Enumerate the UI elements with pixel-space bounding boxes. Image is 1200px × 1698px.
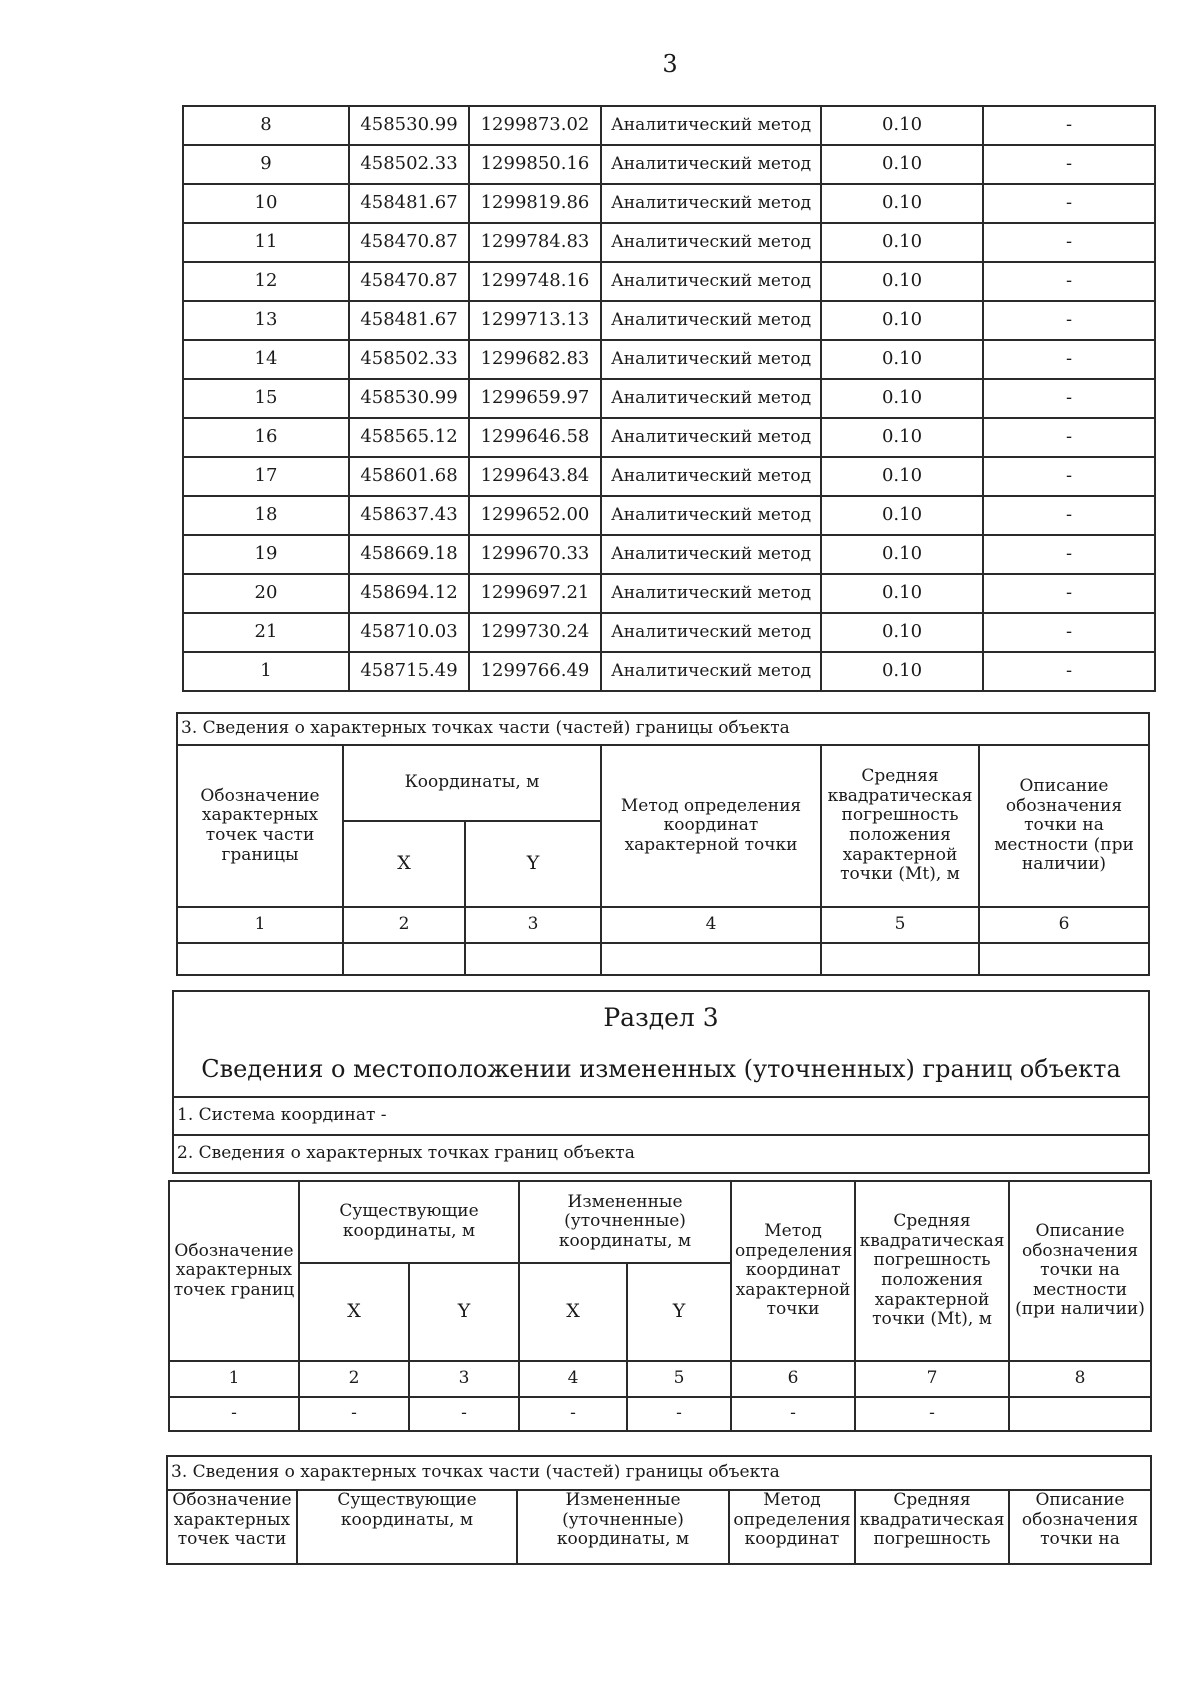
header-description: Описание обозначения точки на местности (при наличии) [979, 745, 1149, 907]
description-cell: - [983, 457, 1155, 496]
column-numbers-row [177, 907, 1149, 943]
header-y: Y [465, 821, 601, 907]
header-designation: Обозначение характерных точек части границы [177, 745, 343, 907]
section3-header [172, 990, 1150, 1174]
dash-cell: - [299, 1397, 409, 1431]
coord-x-cell: 458470.87 [349, 223, 469, 262]
description-cell: - [983, 379, 1155, 418]
point-number-cell: 8 [183, 106, 349, 145]
coord-y-cell: 1299713.13 [469, 301, 601, 340]
description-cell: - [983, 145, 1155, 184]
header-error: Средняя квадратическая погрешность [855, 1490, 1009, 1564]
coord-y-cell: 1299682.83 [469, 340, 601, 379]
dash-cell: - [169, 1397, 299, 1431]
part-section-caption: 3. Сведения о характерных точках части (частей) границы объекта [177, 713, 1149, 745]
table-row [183, 574, 1155, 613]
column-number-cell: 2 [299, 1361, 409, 1397]
column-number-cell: 5 [627, 1361, 731, 1397]
point-number-cell: 19 [183, 535, 349, 574]
column-number-cell: 1 [169, 1361, 299, 1397]
method-cell: Аналитический метод [601, 379, 821, 418]
error-cell: 0.10 [821, 106, 983, 145]
header-existing-coords: Существующие координаты, м [297, 1490, 517, 1564]
method-cell: Аналитический метод [601, 340, 821, 379]
description-cell: - [983, 652, 1155, 691]
point-number-cell: 1 [183, 652, 349, 691]
empty-cell [177, 943, 343, 975]
coordinates-table-body [183, 106, 1155, 691]
empty-cell [821, 943, 979, 975]
method-cell: Аналитический метод [601, 223, 821, 262]
changed-boundaries-table [168, 1180, 1152, 1432]
error-cell: 0.10 [821, 145, 983, 184]
point-number-cell: 10 [183, 184, 349, 223]
column-numbers-row [169, 1361, 1151, 1397]
method-cell: Аналитический метод [601, 613, 821, 652]
section-subtitle: Сведения о местоположении измененных (уточненных) границ объекта [173, 1044, 1149, 1097]
dash-cell: - [627, 1397, 731, 1431]
table-row [183, 106, 1155, 145]
point-number-cell: 16 [183, 418, 349, 457]
coord-x-cell: 458715.49 [349, 652, 469, 691]
column-number-cell: 3 [409, 1361, 519, 1397]
error-cell: 0.10 [821, 262, 983, 301]
column-number-cell: 6 [979, 907, 1149, 943]
part-changed-table [166, 1455, 1152, 1565]
description-cell: - [983, 184, 1155, 223]
coord-x-cell: 458481.67 [349, 301, 469, 340]
description-cell: - [983, 613, 1155, 652]
method-cell: Аналитический метод [601, 106, 821, 145]
table-row [183, 301, 1155, 340]
empty-cell [979, 943, 1149, 975]
method-cell: Аналитический метод [601, 535, 821, 574]
header-changed-coords: Измененные (уточненные) координаты, м [519, 1181, 731, 1263]
error-cell: 0.10 [821, 379, 983, 418]
description-cell: - [983, 535, 1155, 574]
point-number-cell: 17 [183, 457, 349, 496]
column-number-cell: 4 [601, 907, 821, 943]
coordinates-table [182, 105, 1156, 692]
table-row [183, 418, 1155, 457]
dash-cell: - [519, 1397, 627, 1431]
coord-y-cell: 1299784.83 [469, 223, 601, 262]
header-method: Метод определения координат характерной точки [731, 1181, 855, 1361]
method-cell: Аналитический метод [601, 418, 821, 457]
method-cell: Аналитический метод [601, 145, 821, 184]
header-existing-coords: Существующие координаты, м [299, 1181, 519, 1263]
table-row [183, 496, 1155, 535]
point-number-cell: 9 [183, 145, 349, 184]
header-error: Средняя квадратическая погрешность положения характерной точки (Mt), м [821, 745, 979, 907]
error-cell: 0.10 [821, 301, 983, 340]
header-error: Средняя квадратическая погрешность положения характерной точки (Mt), м [855, 1181, 1009, 1361]
empty-cell [601, 943, 821, 975]
header-designation: Обозначение характерных точек границ [169, 1181, 299, 1361]
method-cell: Аналитический метод [601, 652, 821, 691]
point-number-cell: 15 [183, 379, 349, 418]
table-row [183, 340, 1155, 379]
coord-y-cell: 1299697.21 [469, 574, 601, 613]
description-cell: - [983, 262, 1155, 301]
point-number-cell: 11 [183, 223, 349, 262]
coord-y-cell: 1299730.24 [469, 613, 601, 652]
coord-x-cell: 458565.12 [349, 418, 469, 457]
description-cell: - [983, 574, 1155, 613]
coord-x-cell: 458530.99 [349, 379, 469, 418]
header-method: Метод определения координат характерной точки [601, 745, 821, 907]
header-designation: Обозначение характерных точек части [167, 1490, 297, 1564]
coord-y-cell: 1299646.58 [469, 418, 601, 457]
point-number-cell: 18 [183, 496, 349, 535]
coord-x-cell: 458470.87 [349, 262, 469, 301]
empty-cell [343, 943, 465, 975]
column-number-cell: 4 [519, 1361, 627, 1397]
table-row [183, 145, 1155, 184]
coord-x-cell: 458710.03 [349, 613, 469, 652]
table-row [183, 535, 1155, 574]
header-coordinates: Координаты, м [343, 745, 601, 821]
table-row [183, 223, 1155, 262]
header-description: Описание обозначения точки на [1009, 1490, 1151, 1564]
coord-x-cell: 458637.43 [349, 496, 469, 535]
table-row [183, 262, 1155, 301]
error-cell: 0.10 [821, 574, 983, 613]
coord-x-cell: 458694.12 [349, 574, 469, 613]
coord-x-cell: 458530.99 [349, 106, 469, 145]
method-cell: Аналитический метод [601, 262, 821, 301]
dash-cell [1009, 1397, 1151, 1431]
column-number-cell: 5 [821, 907, 979, 943]
error-cell: 0.10 [821, 457, 983, 496]
coord-y-cell: 1299748.16 [469, 262, 601, 301]
table-row [183, 457, 1155, 496]
description-cell: - [983, 340, 1155, 379]
column-number-cell: 2 [343, 907, 465, 943]
coord-y-cell: 1299652.00 [469, 496, 601, 535]
error-cell: 0.10 [821, 184, 983, 223]
coord-y-cell: 1299850.16 [469, 145, 601, 184]
description-cell: - [983, 223, 1155, 262]
table-row [183, 379, 1155, 418]
section-title: Раздел 3 [173, 991, 1149, 1044]
coord-y-cell: 1299819.86 [469, 184, 601, 223]
header-x: X [343, 821, 465, 907]
point-number-cell: 20 [183, 574, 349, 613]
table-row [183, 613, 1155, 652]
coord-x-cell: 458481.67 [349, 184, 469, 223]
coord-y-cell: 1299670.33 [469, 535, 601, 574]
header-existing-x: X [299, 1263, 409, 1361]
dash-cell: - [855, 1397, 1009, 1431]
empty-cell [465, 943, 601, 975]
coord-x-cell: 458669.18 [349, 535, 469, 574]
header-changed-y: Y [627, 1263, 731, 1361]
method-cell: Аналитический метод [601, 301, 821, 340]
column-number-cell: 3 [465, 907, 601, 943]
error-cell: 0.10 [821, 418, 983, 457]
method-cell: Аналитический метод [601, 496, 821, 535]
column-number-cell: 7 [855, 1361, 1009, 1397]
error-cell: 0.10 [821, 340, 983, 379]
point-number-cell: 12 [183, 262, 349, 301]
method-cell: Аналитический метод [601, 457, 821, 496]
header-changed-coords: Измененные (уточненные) координаты, м [517, 1490, 729, 1564]
coord-y-cell: 1299659.97 [469, 379, 601, 418]
error-cell: 0.10 [821, 535, 983, 574]
point-number-cell: 13 [183, 301, 349, 340]
error-cell: 0.10 [821, 652, 983, 691]
error-cell: 0.10 [821, 223, 983, 262]
table-row [183, 184, 1155, 223]
point-number-cell: 21 [183, 613, 349, 652]
coord-y-cell: 1299643.84 [469, 457, 601, 496]
table-row [183, 652, 1155, 691]
coord-x-cell: 458502.33 [349, 145, 469, 184]
header-changed-x: X [519, 1263, 627, 1361]
description-cell: - [983, 301, 1155, 340]
method-cell: Аналитический метод [601, 184, 821, 223]
dash-cell: - [731, 1397, 855, 1431]
coord-x-cell: 458502.33 [349, 340, 469, 379]
header-existing-y: Y [409, 1263, 519, 1361]
error-cell: 0.10 [821, 496, 983, 535]
part-points-table [176, 712, 1150, 976]
points-caption: 2. Сведения о характерных точках границ объекта [173, 1135, 1149, 1173]
coord-y-cell: 1299873.02 [469, 106, 601, 145]
header-description: Описание обозначения точки на местности (при наличии) [1009, 1181, 1151, 1361]
part-changed-caption: 3. Сведения о характерных точках части (частей) границы объекта [167, 1456, 1151, 1490]
header-method: Метод определения координат [729, 1490, 855, 1564]
description-cell: - [983, 106, 1155, 145]
column-number-cell: 1 [177, 907, 343, 943]
coordinate-system-line: 1. Система координат - [173, 1097, 1149, 1135]
dash-row [169, 1397, 1151, 1431]
column-number-cell: 6 [731, 1361, 855, 1397]
method-cell: Аналитический метод [601, 574, 821, 613]
description-cell: - [983, 418, 1155, 457]
description-cell: - [983, 496, 1155, 535]
page-number: 3 [662, 50, 678, 78]
point-number-cell: 14 [183, 340, 349, 379]
column-number-cell: 8 [1009, 1361, 1151, 1397]
error-cell: 0.10 [821, 613, 983, 652]
dash-cell: - [409, 1397, 519, 1431]
coord-x-cell: 458601.68 [349, 457, 469, 496]
coord-y-cell: 1299766.49 [469, 652, 601, 691]
